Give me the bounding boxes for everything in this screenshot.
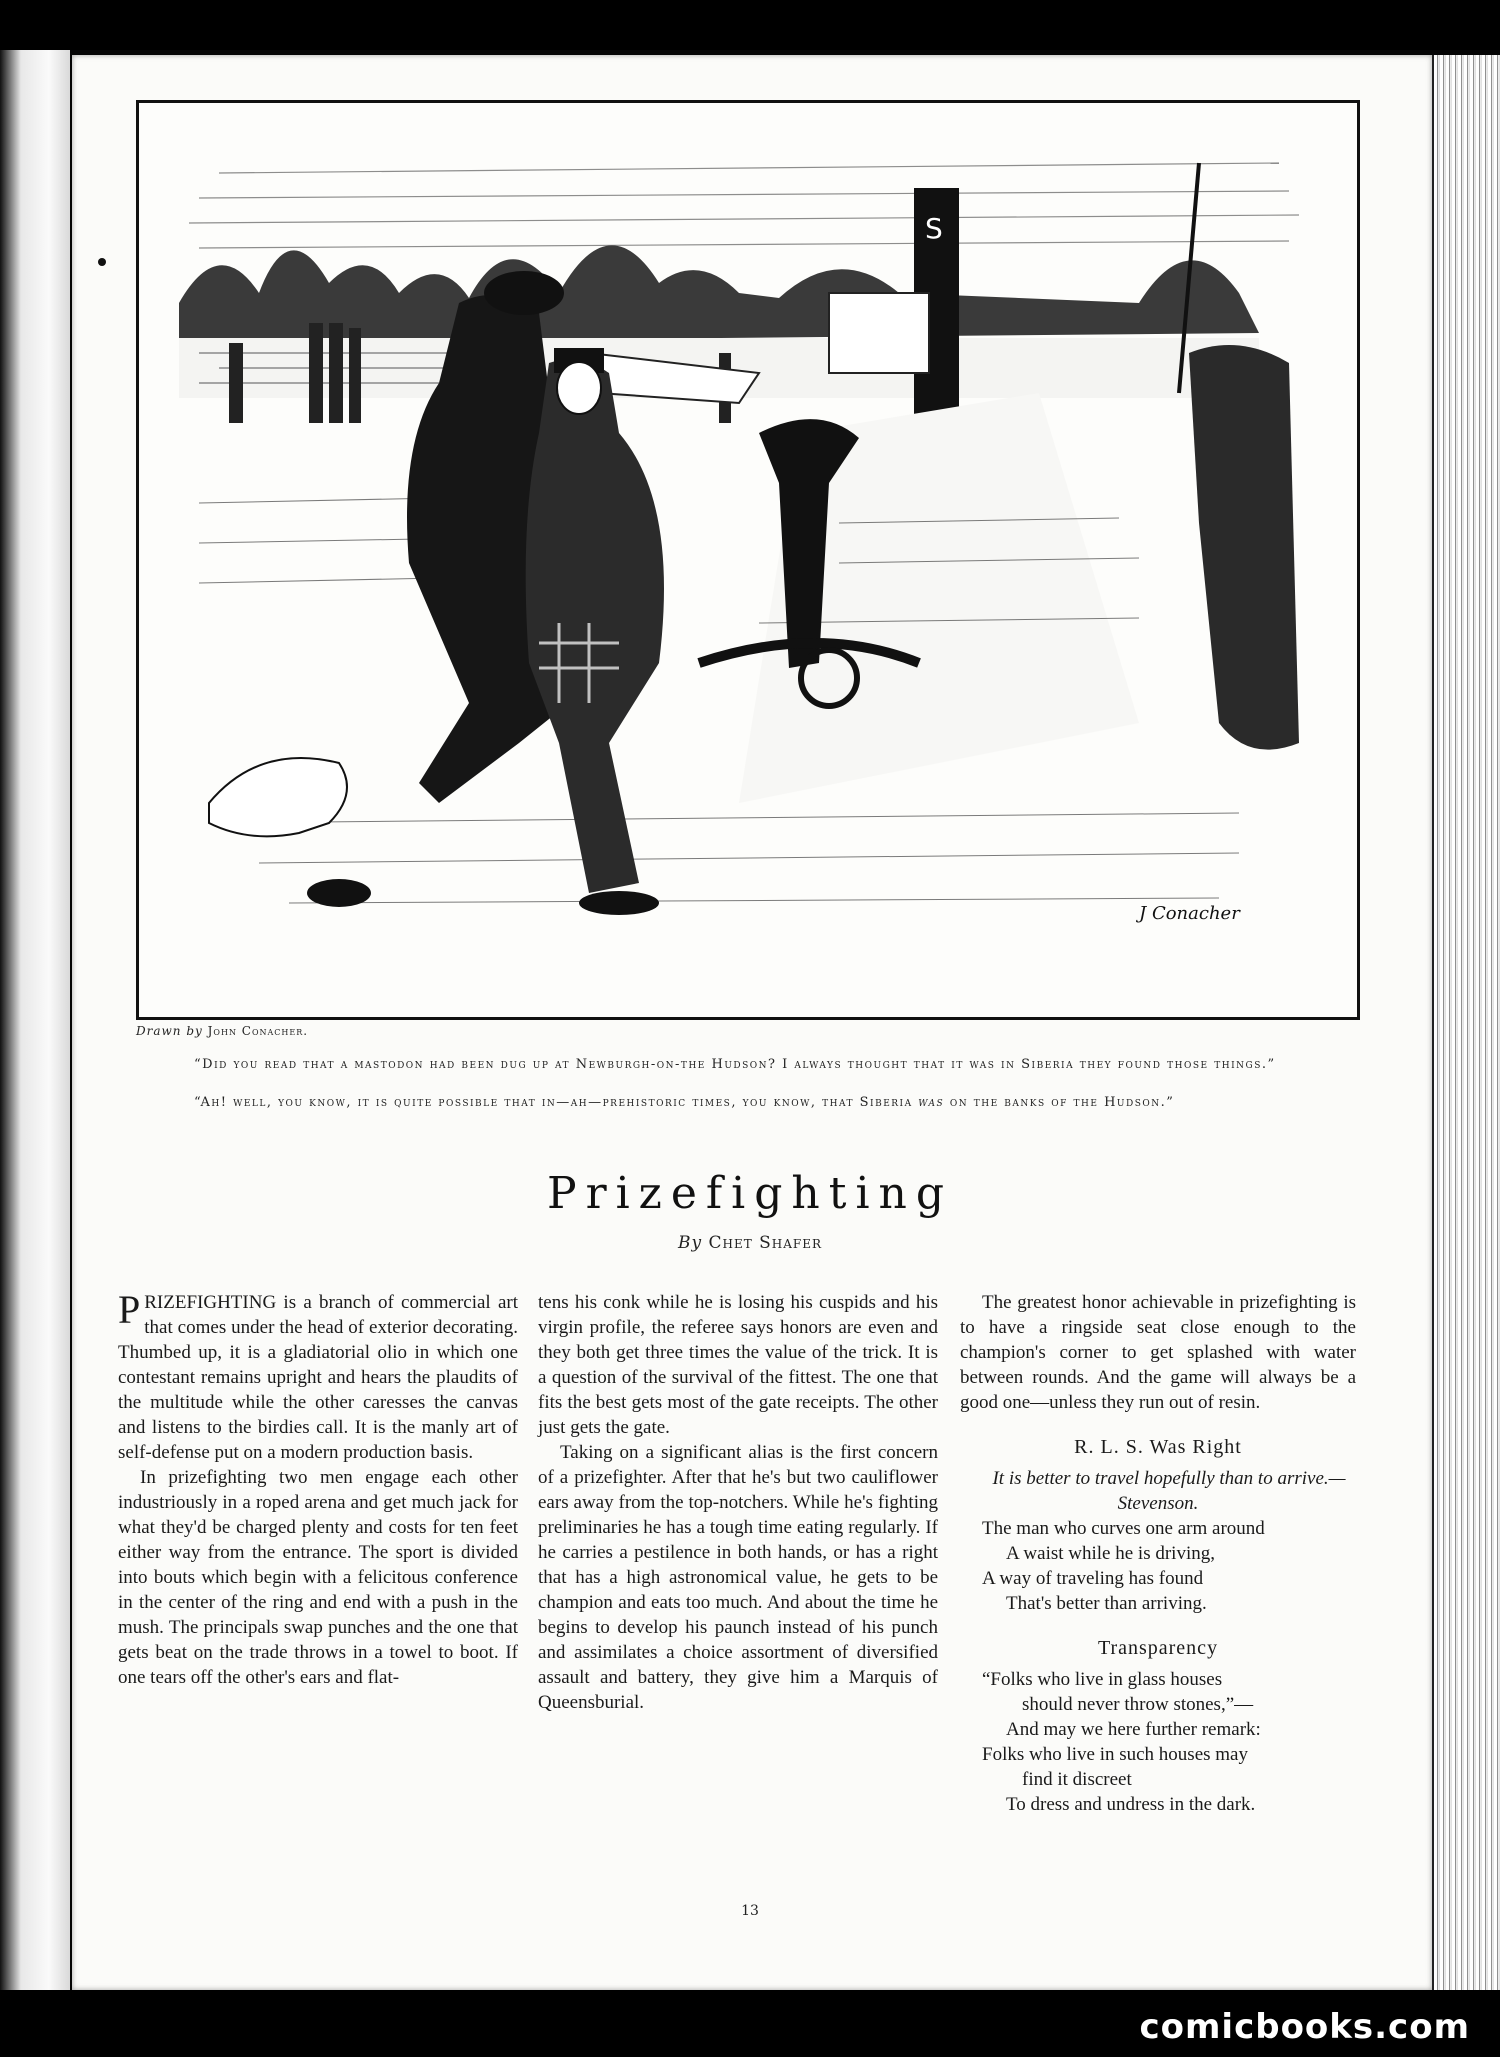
- pen-ink-illustration-icon: [139, 103, 1357, 1017]
- poem-2-line-6: To dress and undress in the dark.: [1006, 1794, 1256, 1815]
- caption-line-1: [156, 1056, 1328, 1074]
- poem-1-line-3: A way of traveling has found: [982, 1568, 1204, 1589]
- poem-2-line-4: Folks who live in such houses may: [982, 1744, 1248, 1765]
- poem-2-line-2: should never throw stones,”—: [1022, 1694, 1254, 1715]
- caption-2-end: on the banks of the Hudson.”: [944, 1095, 1175, 1110]
- left-page-edge: [0, 50, 70, 1990]
- book-page-stack: [1432, 55, 1500, 1990]
- scan-top-border: [0, 0, 1500, 50]
- caption-text-2: [156, 1094, 1328, 1112]
- caption-2-emphasis: was: [918, 1095, 945, 1110]
- illustration-credit: [136, 1024, 308, 1038]
- article-column-3: [960, 1290, 1356, 1817]
- binding-hole-dot: [98, 258, 106, 266]
- poem-1-line-2: A waist while he is driving,: [1006, 1543, 1215, 1564]
- site-watermark[interactable]: comicbooks.com: [1139, 2007, 1470, 2047]
- poem-1-line-1: The man who curves one arm around: [982, 1518, 1265, 1539]
- caption-2-start: “Ah! well, you know, it is quite possible that in—ah—prehistoric times, you know, that Siberia: [194, 1095, 919, 1110]
- article-column-1: [118, 1287, 518, 1690]
- paragraph-2: In prizefighting two men engage each other industriously in a roped arena and get much jack for what they'd be charged plenty and costs for ten feet either way from the entrance. The sport is divided into bouts which begin with a felicitous conference in the center of the ring and end with a push in the mush. The principals swap punches and the one that gets beat on the trade throws in a towel to boot. If one tears off the other's ears and flat-: [118, 1467, 518, 1688]
- paragraph-1-text: RIZEFIGHTING is a branch of commercial art that comes under the head of exterior decorating. Thumbed up, it is a gladiatorial olio in which one contestant remains upright and hears the plaudits of the multitude while the other caresses the canvas and listens to the birdies call. It is the manly art of self-defense put on a modern production basis.: [118, 1292, 518, 1463]
- artist-signature: J Conacher: [1139, 903, 1240, 924]
- article-column-2: [538, 1290, 938, 1715]
- poem-2-line-3: And may we here further remark:: [1006, 1719, 1261, 1740]
- byline-author: Chet Shafer: [708, 1233, 823, 1253]
- credit-prefix: Drawn by: [136, 1024, 203, 1038]
- poem-2-line-5: find it discreet: [1022, 1769, 1132, 1790]
- poem-1-epigraph: It is better to travel hopefully than to arrive.—Stevenson.: [992, 1468, 1346, 1514]
- article-title: Prizefighting: [546, 1168, 954, 1219]
- poem-2-line-1: “Folks who live in glass houses: [982, 1669, 1223, 1690]
- svg-text:S: S: [925, 212, 943, 245]
- article-byline: [0, 1233, 1500, 1253]
- caption-text-1: “Did you read that a mastodon had been dug up at Newburgh-on-the Hudson? I always thought that it was in Siberia they found those things.”: [194, 1057, 1276, 1072]
- paragraph-1: [118, 1287, 518, 1465]
- paragraph-4: Taking on a significant alias is the first concern of a prizefighter. After that he's but two cauliflower ears away from the top-notchers. While he's fighting preliminaries he has a tough time eating regularly. If he carries a pestilence in both hands, or has a right that has a high astronomical value, he gets to be champion and eats too much. And about the time he begins to develop his paunch instead of his punch and assimilates a choice assortment of diversified assault and battery, they give him a Marquis of Queensburial.: [538, 1442, 938, 1713]
- page-number: 13: [741, 1903, 759, 1919]
- credit-artist: John Conacher.: [207, 1024, 309, 1038]
- caption-line-2: [156, 1094, 1328, 1112]
- byline-prefix: By: [677, 1233, 703, 1253]
- scan-bottom-border: [0, 1990, 1500, 2057]
- drop-cap: P: [118, 1287, 141, 1332]
- paragraph-5: The greatest honor achievable in prizefighting is to have a ringside seat close enough to the champion's corner to get splashed with water between rounds. And the game will always be a good one—unless they run out of resin.: [960, 1292, 1356, 1413]
- poem-1-line-4: That's better than arriving.: [1006, 1593, 1207, 1614]
- poem-2-title: Transparency: [1097, 1637, 1219, 1659]
- poem-1-title: R. L. S. Was Right: [1074, 1436, 1242, 1458]
- paragraph-3: tens his conk while he is losing his cuspids and his virgin profile, the referee says honors are even and they both get three times the value of the trick. It is a question of the survival of the fittest. The one that fits the best gets most of the gate receipts. The other just gets the gate.: [538, 1292, 938, 1438]
- illustration-frame: [136, 100, 1360, 1020]
